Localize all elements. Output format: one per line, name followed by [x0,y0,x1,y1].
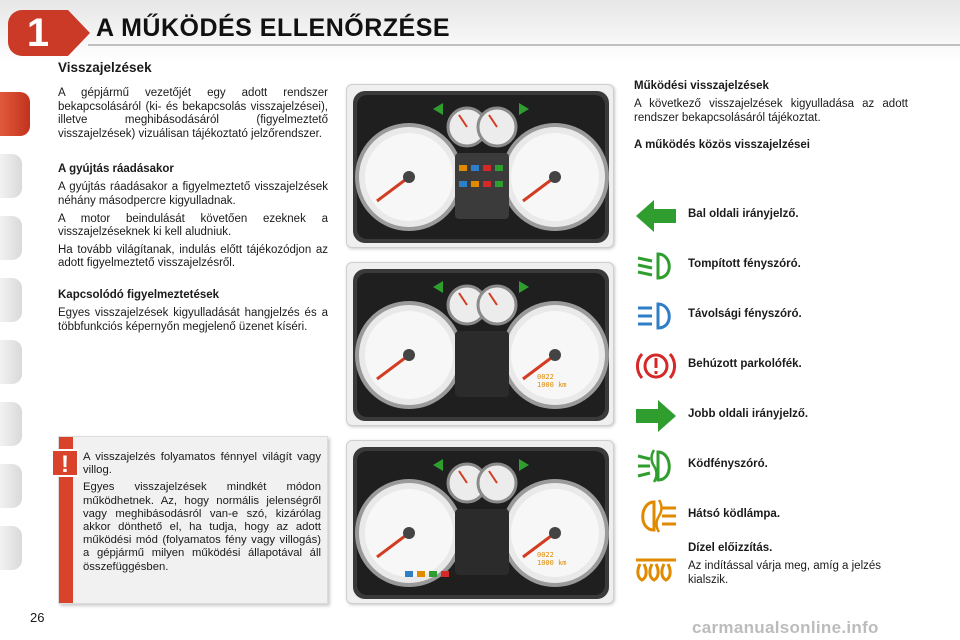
section-title: Visszajelzések [58,60,152,75]
indicator-dipped-beam [634,246,934,286]
indicator-label: Hátsó ködlámpa. [688,508,781,520]
dashboard-illustration-2 [346,262,614,426]
ignition-paragraph-3: Ha tovább világítanak, indulás előtt tájékozódjon az adott figyelmeztető visszajelzésről. [58,243,328,270]
indicator-label: Dízel előizzítás. [688,542,773,554]
odometer-trip: 0022 [537,551,554,559]
odometer-readout-2 [537,551,567,567]
common-indicators-heading: A működés közös visszajelzései [634,139,810,152]
dashboard-illustration-1 [346,84,614,248]
operating-indicators-intro: A következő visszajelzések kigyulladása az adott rendszer bekapcsolásáról tájékoztat. [634,98,908,124]
side-tab-chapter-6[interactable] [0,402,22,446]
side-tab-chapter-5[interactable] [0,340,22,384]
right-column [634,80,908,157]
parking-brake-icon [634,346,678,386]
odometer-readout-1 [537,373,567,389]
ignition-paragraph-1: A gyújtás ráadásakor a figyelmeztető visszajelzések néhány másodpercre kigyulladnak. [58,181,328,207]
notice-paragraph-2: Egyes visszajelzések mindkét módon működhetnek. Az, hogy normális jelenségről vagy meghibásodásról van-e szó, kizárólag akkor dönthető el, ha tudja, hogy az adott működési mód (folyamatos fény vagy villogás) a gépjármű milyen működési állapotával áll összefüggésben. [83,481,321,573]
header-divider [88,44,960,46]
dashboard-illustration-3 [346,440,614,604]
indicator-label: Ködfényszóró. [688,458,768,470]
notice-box [58,436,328,604]
notice-body [83,451,321,578]
notice-paragraph-1: A visszajelzés folyamatos fénnyel világít vagy villog. [83,451,321,477]
odometer-total: 1000 km [537,559,567,567]
rear-fog-icon [634,496,678,536]
side-tab-chapter-8[interactable] [0,526,22,570]
chapter-number: 1 [26,11,50,55]
side-tab-chapter-4[interactable] [0,278,22,322]
chapter-tab [8,10,68,56]
left-arrow-icon [634,196,678,236]
related-warnings-paragraph: Egyes visszajelzések kigyulladását hangjelzés és a többfunkciós képernyőn megjelenő üzenet kíséri. [58,306,328,333]
ignition-paragraph-2: A motor beindulását követően ezeknek a visszajelzéseknek ki kell aludniuk. [58,212,328,239]
front-fog-icon [634,446,678,486]
left-column [58,60,328,338]
indicator-main-beam [634,296,934,336]
dipped-beam-icon [634,246,678,286]
indicator-label: Bal oldali irányjelző. [688,208,799,220]
intro-paragraph: A gépjármű vezetőjét egy adott rendszer bekapcsolásáról (ki- és bekapcsolás visszajelzései), illetve meghibásodásáról (figyelmeztető visszajelzések) vizuálisan tájékoztató jelzőrendszer. [58,87,328,140]
side-tab-chapter-3[interactable] [0,216,22,260]
odometer-total: 1000 km [537,381,567,389]
right-arrow-icon [634,396,678,436]
page-title: A MŰKÖDÉS ELLENŐRZÉSE [96,14,451,42]
side-tab-chapter-7[interactable] [0,464,22,508]
operating-indicators-heading: Működési visszajelzések [634,80,769,92]
related-warnings-heading: Kapcsolódó figyelmeztetések [58,288,220,301]
indicator-glow-plug [634,532,934,592]
indicator-label: Távolsági fényszóró. [688,308,802,320]
side-tab-chapter-1[interactable] [0,92,30,136]
indicator-description: Az indítással várja meg, amíg a jelzés kialszik. [688,560,882,586]
warning-exclamation-icon: ! [51,449,79,477]
page-number: 26 [30,610,45,625]
watermark: carmanualsonline.info [692,618,879,637]
side-tab-chapter-2[interactable] [0,154,22,198]
chapter-side-tabs [0,62,34,592]
ignition-heading: A gyújtás ráadásakor [58,163,174,176]
indicator-right-turn [634,396,934,436]
indicator-parking-brake [634,346,934,386]
indicator-rear-fog [634,496,934,536]
glow-plug-icon [634,550,678,590]
indicator-label: Behúzott parkolófék. [688,358,802,370]
indicator-front-fog [634,446,934,486]
indicator-left-turn [634,196,934,236]
main-beam-icon [634,296,678,336]
indicator-label: Tompított fényszóró. [688,258,801,270]
indicator-label: Jobb oldali irányjelző. [688,408,809,420]
odometer-trip: 0022 [537,373,554,381]
